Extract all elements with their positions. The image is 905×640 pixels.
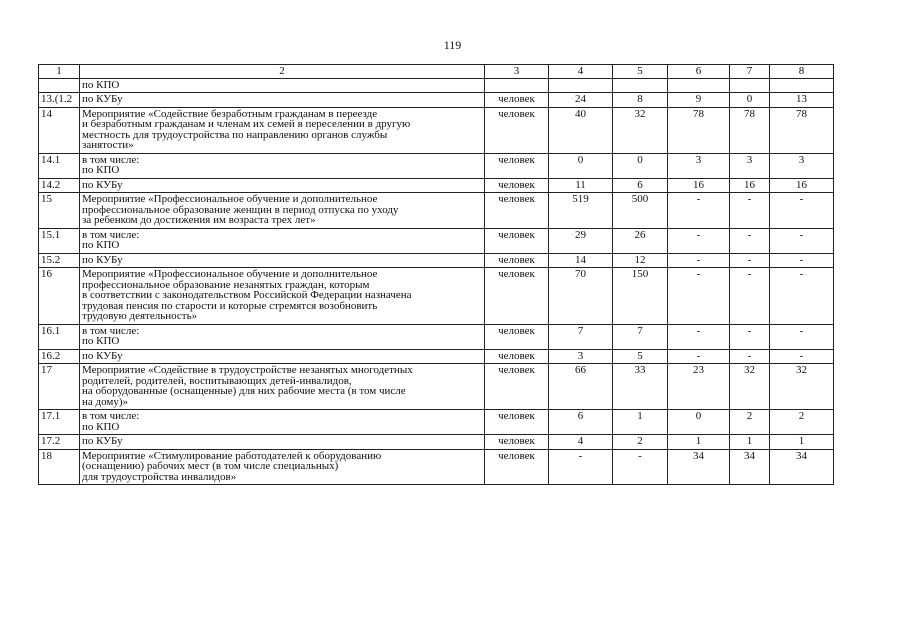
table-row — [39, 449, 834, 485]
row-description — [80, 153, 485, 178]
value-cell: 23 — [668, 364, 730, 410]
row-number: 18 — [39, 449, 80, 485]
value-cell: - — [668, 253, 730, 268]
description-line: местность для трудоустройства по направлению органов службы — [82, 128, 388, 141]
column-number: 4 — [549, 65, 613, 79]
value-cell: - — [613, 449, 668, 485]
value-cell: 0 — [549, 153, 613, 178]
value-cell — [549, 78, 613, 93]
value-cell: 3 — [770, 153, 834, 178]
value-cell: - — [730, 193, 770, 229]
value-cell: 9 — [668, 93, 730, 108]
row-description — [80, 268, 485, 325]
value-cell: - — [549, 449, 613, 485]
row-description — [80, 449, 485, 485]
row-description — [80, 324, 485, 349]
value-cell: 70 — [549, 268, 613, 325]
value-cell: 16 — [668, 178, 730, 193]
unit-cell: человек — [485, 449, 549, 485]
description-line: профессиональное образование незанятых граждан, которым — [82, 278, 370, 291]
value-cell: 66 — [549, 364, 613, 410]
unit-cell: человек — [485, 178, 549, 193]
row-description — [80, 107, 485, 153]
value-cell: 2 — [613, 435, 668, 450]
value-cell: 7 — [549, 324, 613, 349]
row-description — [80, 253, 485, 268]
unit-cell: человек — [485, 364, 549, 410]
value-cell: 1 — [668, 435, 730, 450]
value-cell: - — [668, 228, 730, 253]
value-cell: 26 — [613, 228, 668, 253]
description-line: в том числе: — [82, 153, 140, 166]
unit-cell: человек — [485, 349, 549, 364]
row-number: 17.2 — [39, 435, 80, 450]
value-cell: 32 — [770, 364, 834, 410]
value-cell: - — [770, 228, 834, 253]
unit-cell: человек — [485, 268, 549, 325]
row-description — [80, 193, 485, 229]
description-line: и безработным гражданам и членам их семей в переселении в другую — [82, 118, 411, 130]
value-cell: 34 — [668, 449, 730, 485]
description-line: в том числе: — [82, 228, 140, 241]
value-cell: - — [730, 349, 770, 364]
value-cell: 3 — [730, 153, 770, 178]
row-number: 17 — [39, 364, 80, 410]
value-cell: - — [668, 268, 730, 325]
unit-cell: человек — [485, 193, 549, 229]
table-row — [39, 364, 834, 410]
description-line: родителей, родителей, воспитывающих детей-инвалидов, — [82, 374, 352, 387]
row-number: 17.1 — [39, 410, 80, 435]
column-number: 3 — [485, 65, 549, 79]
row-number: 16.1 — [39, 324, 80, 349]
unit-cell: человек — [485, 253, 549, 268]
unit-cell: человек — [485, 410, 549, 435]
value-cell: 1 — [770, 435, 834, 450]
description-line: по КУБу — [82, 253, 123, 266]
indicator-table — [38, 64, 834, 485]
description-line: по КПО — [82, 335, 120, 347]
value-cell — [730, 78, 770, 93]
description-line: по КУБу — [82, 349, 123, 362]
value-cell: - — [770, 268, 834, 325]
value-cell: 5 — [613, 349, 668, 364]
value-cell: 24 — [549, 93, 613, 108]
value-cell: - — [730, 253, 770, 268]
table-row — [39, 228, 834, 253]
value-cell: 78 — [770, 107, 834, 153]
table-row — [39, 435, 834, 450]
value-cell: 1 — [730, 435, 770, 450]
value-cell: 6 — [549, 410, 613, 435]
value-cell: 2 — [730, 410, 770, 435]
unit-cell — [485, 78, 549, 93]
row-number: 16 — [39, 268, 80, 325]
value-cell: 14 — [549, 253, 613, 268]
unit-cell: человек — [485, 93, 549, 108]
value-cell: 13 — [770, 93, 834, 108]
description-line: занятости» — [82, 139, 134, 151]
row-number: 15.1 — [39, 228, 80, 253]
description-line: Мероприятие «Профессиональное обучение и дополнительное — [82, 268, 378, 280]
table-row — [39, 153, 834, 178]
description-line: по КПО — [82, 420, 120, 433]
value-cell: 34 — [730, 449, 770, 485]
description-line: по КПО — [82, 164, 120, 176]
row-number: 13.(1.2 — [39, 93, 80, 108]
unit-cell: человек — [485, 324, 549, 349]
unit-cell: человек — [485, 107, 549, 153]
value-cell — [668, 78, 730, 93]
row-number: 15.2 — [39, 253, 80, 268]
column-number: 6 — [668, 65, 730, 79]
value-cell: 78 — [668, 107, 730, 153]
value-cell: 29 — [549, 228, 613, 253]
value-cell: 12 — [613, 253, 668, 268]
description-line: Мероприятие «Содействие безработным гражданам в переезде — [82, 107, 378, 120]
description-line: Мероприятие «Стимулирование работодателей к оборудованию — [82, 449, 382, 462]
table-row — [39, 193, 834, 229]
table-row — [39, 324, 834, 349]
row-number: 14.2 — [39, 178, 80, 193]
value-cell: 11 — [549, 178, 613, 193]
value-cell: 0 — [730, 93, 770, 108]
description-line: по КПО — [82, 239, 120, 251]
value-cell: 40 — [549, 107, 613, 153]
value-cell: - — [770, 324, 834, 349]
description-line: в том числе: — [82, 324, 140, 337]
row-number: 16.2 — [39, 349, 80, 364]
row-description — [80, 349, 485, 364]
row-description — [80, 93, 485, 108]
value-cell: 1 — [613, 410, 668, 435]
description-line: (оснащению) рабочих мест (в том числе специальных) — [82, 460, 339, 472]
description-line: в том числе: — [82, 410, 140, 422]
unit-cell: человек — [485, 153, 549, 178]
value-cell: 6 — [613, 178, 668, 193]
value-cell: 32 — [730, 364, 770, 410]
column-number: 8 — [770, 65, 834, 79]
description-line: для трудоустройства инвалидов» — [82, 470, 237, 483]
value-cell: 32 — [613, 107, 668, 153]
description-line: Мероприятие «Профессиональное обучение и дополнительное — [82, 193, 378, 205]
value-cell: 16 — [770, 178, 834, 193]
description-line: по КПО — [82, 78, 120, 91]
value-cell: - — [668, 193, 730, 229]
unit-cell: человек — [485, 228, 549, 253]
row-number: 15 — [39, 193, 80, 229]
value-cell: 0 — [668, 410, 730, 435]
value-cell: - — [770, 253, 834, 268]
value-cell — [613, 78, 668, 93]
value-cell: 16 — [730, 178, 770, 193]
value-cell: 150 — [613, 268, 668, 325]
table-row — [39, 107, 834, 153]
value-cell: - — [668, 349, 730, 364]
table-row — [39, 349, 834, 364]
value-cell: 8 — [613, 93, 668, 108]
row-number — [39, 78, 80, 93]
column-number: 1 — [39, 65, 80, 79]
description-line: на дому)» — [82, 395, 129, 408]
description-line: по КУБу — [82, 435, 123, 447]
page-number: 119 — [443, 38, 462, 52]
row-description — [80, 364, 485, 410]
description-line: Мероприятие «Содействие в трудоустройстве незанятых многодетных — [82, 364, 413, 376]
value-cell: 3 — [549, 349, 613, 364]
table-row — [39, 268, 834, 325]
value-cell: - — [730, 228, 770, 253]
value-cell: 7 — [613, 324, 668, 349]
row-description — [80, 78, 485, 93]
value-cell: - — [668, 324, 730, 349]
column-number: 7 — [730, 65, 770, 79]
description-line: за ребенком до достижения им возраста трех лет» — [82, 214, 316, 226]
row-number: 14 — [39, 107, 80, 153]
unit-cell: человек — [485, 435, 549, 450]
description-line: профессиональное образование женщин в период отпуска по уходу — [82, 203, 399, 216]
value-cell: 500 — [613, 193, 668, 229]
description-line: на оборудованные (оснащенные) для них рабочие места (в том числе — [82, 385, 406, 397]
value-cell: - — [770, 349, 834, 364]
row-number: 14.1 — [39, 153, 80, 178]
description-line: по КУБу — [82, 178, 123, 191]
row-description — [80, 435, 485, 450]
value-cell — [770, 78, 834, 93]
value-cell: 2 — [770, 410, 834, 435]
description-line: по КУБу — [82, 93, 123, 105]
value-cell: - — [770, 193, 834, 229]
value-cell: 3 — [668, 153, 730, 178]
table-row — [39, 178, 834, 193]
table-row — [39, 93, 834, 108]
value-cell: 0 — [613, 153, 668, 178]
column-number: 5 — [613, 65, 668, 79]
table-row — [39, 78, 834, 93]
table-row — [39, 410, 834, 435]
row-description — [80, 228, 485, 253]
description-line: трудовую деятельность» — [82, 310, 198, 322]
row-description — [80, 410, 485, 435]
column-number: 2 — [80, 65, 485, 79]
value-cell: 78 — [730, 107, 770, 153]
row-description — [80, 178, 485, 193]
value-cell: 34 — [770, 449, 834, 485]
value-cell: - — [730, 268, 770, 325]
value-cell: 519 — [549, 193, 613, 229]
value-cell: 33 — [613, 364, 668, 410]
description-line: в соответствии с законодательством Российской Федерации назначена — [82, 289, 412, 301]
column-number-row — [39, 65, 834, 79]
value-cell: 4 — [549, 435, 613, 450]
description-line: трудовая пенсия по старости и которые стремятся возобновить — [82, 299, 378, 312]
table-row — [39, 253, 834, 268]
value-cell: - — [730, 324, 770, 349]
